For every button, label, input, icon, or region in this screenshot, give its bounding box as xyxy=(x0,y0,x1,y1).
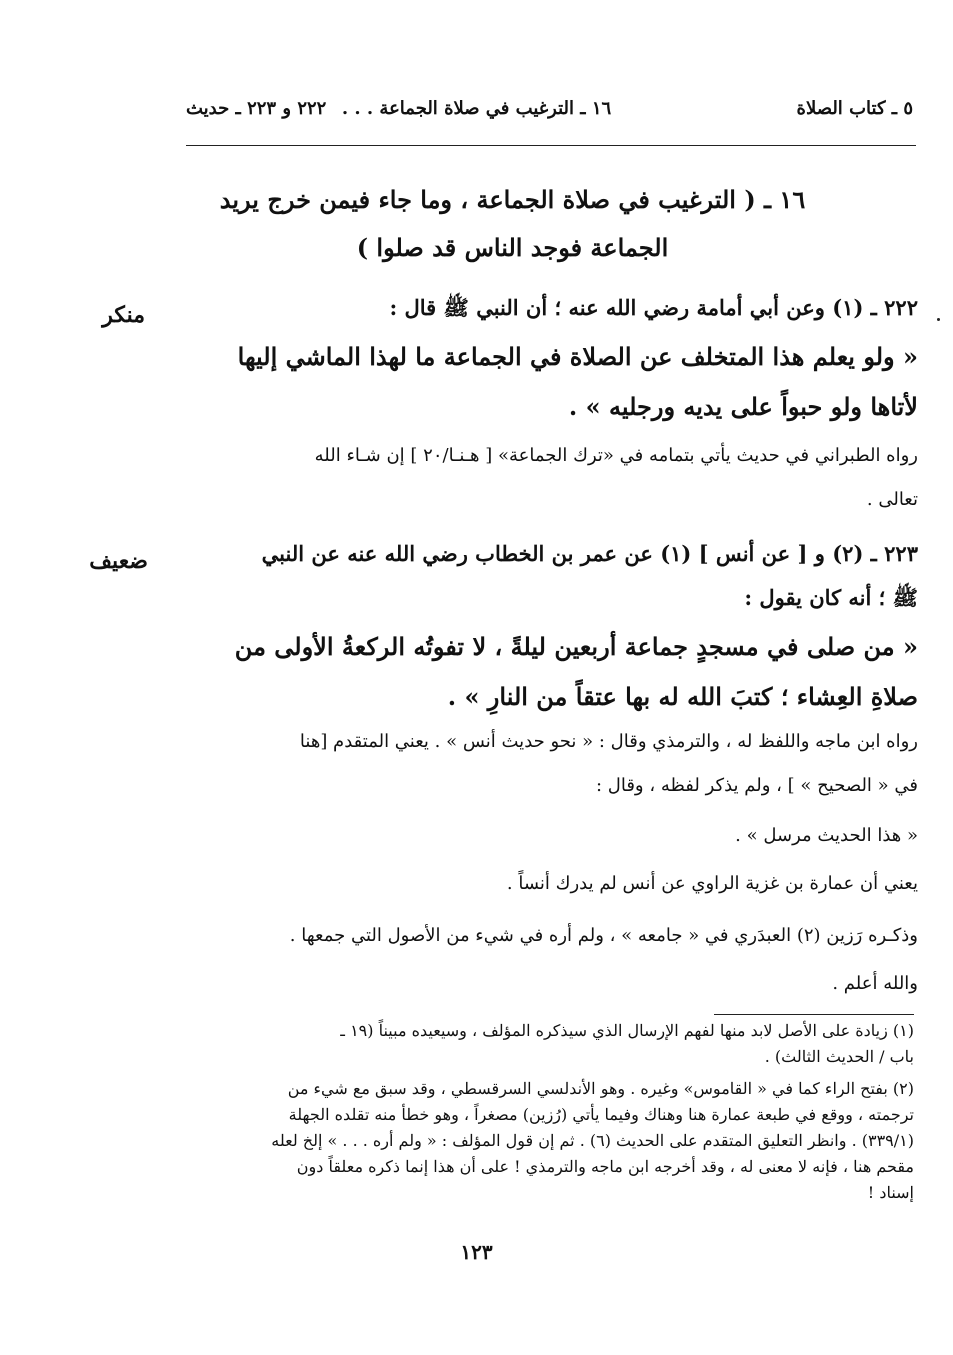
footnote-1 xyxy=(186,1018,914,1070)
hadith-223-text xyxy=(180,622,918,722)
hadith-223-intro-line1: ٢٢٣ ـ (٢) و [ عن أنس ] (١) عن عمر بن الخطاب رضي الله عنه عن النبي xyxy=(261,541,918,566)
hadith-222-source-line2: تعالى . xyxy=(866,489,918,510)
footnote-divider xyxy=(714,1014,914,1015)
footnote-2-line3: (٣٣٩/١) . وانظر التعليق المتقدم على الحديث (٦) . ثم إن قول المؤلف : « ولم أره . . . » إلخ لعله xyxy=(271,1131,914,1150)
header-section-title: ١٦ ـ الترغيب في صلاة الجماعة . . . xyxy=(341,98,612,119)
hadith-223-source-line1: رواه ابن ماجه واللفظ له ، والترمذي وقال : « نحو حديث أنس » . يعني المتقدم [هنا xyxy=(299,731,918,752)
hadith-223-intro-line2: ﷺ ؛ أنه كان يقول : xyxy=(744,585,918,610)
chapter-title-line1: ١٦ ـ ( الترغيب في صلاة الجماعة ، وما جاء فيمن خرج يريد xyxy=(219,185,806,214)
header-book-chapter: ٥ ـ كتاب الصلاة xyxy=(796,98,913,119)
hadith-223-text-line1: « من صلى في مسجدٍ جماعة أربعين ليلةً ، لا تفوتُه الركعةُ الأولى من xyxy=(234,632,918,661)
footnote-2-line1: (٢) بفتح الراء كما في « القاموس» وغيره . وهو الأندلسي السرقسطي ، وقد سبق مع شيء من xyxy=(287,1079,914,1098)
footnote-1-line1: (١) زيادة على الأصل لابد منها لفهم الإرسال الذي سيذكره المؤلف ، وسيعيده مبيناً (١٩ ـ xyxy=(340,1021,914,1040)
hadith-222-intro: ٢٢٢ ـ (١) وعن أبي أمامة رضي الله عنه ؛ أن النبي ﷺ قال : xyxy=(389,295,918,320)
footnote-2-line2: ترجمته ، ووقع في طبعة عمارة هنا وهناك وفيما يأتي (رُزين) مصغراً ، وهو خطأ منه تقلده الجهلة xyxy=(288,1105,914,1124)
footnote-1-line2: باب / الحديث الثالث) . xyxy=(764,1047,914,1066)
chapter-title-line2: الجماعة فوجد الناس قد صلوا ) xyxy=(356,233,669,262)
hadith-223-source-line2: في « الصحيح » ] ، ولم يذكر لفظه ، وقال : xyxy=(595,775,918,796)
hadith-223-quote: « هذا الحديث مرسل » . xyxy=(735,825,918,846)
header-hadith-range: ٢٢٢ و ٢٢٣ ـ حديث xyxy=(186,98,327,119)
hadith-223-intro xyxy=(180,532,918,620)
hadith-222-source-line1: رواه الطبراني في حديث يأتي بتمامه في «ترك الجماعة» [ هـنـا/٢٠ ] إن شـاء الله xyxy=(314,445,918,466)
footnote-2-line4: مقحم هنا ، فإنه لا معنى له ، وقد أخرجه ابن ماجه والترمذي ! على أن هذا إنما ذكره معلقاً دون xyxy=(296,1157,914,1176)
chapter-title xyxy=(180,176,845,272)
hadith-223-text-line2: صلاةِ العِشاء ؛ كتبَ الله له بها عتقاً من النارِ » . xyxy=(447,682,918,711)
hadith-223-closing: والله أعلم . xyxy=(832,973,918,994)
hadith-223-grade: ضعيف xyxy=(89,548,148,574)
footnote-2 xyxy=(186,1076,914,1206)
hadith-223-note1: يعني أن عمارة بن غزية الراوي عن أنس لم يدرك أنساً . xyxy=(506,873,918,894)
hadith-222-text-line2: لأتاها ولو حبواً على يديه ورجليه » . xyxy=(568,392,918,421)
hadith-222-source xyxy=(180,434,918,522)
hadith-222-text xyxy=(180,332,918,432)
hadith-223-note2: وذكـره رَزين (٢) العبدَري في « جامعه » ، ولم أره في شيء من الأصول التي جمعها . xyxy=(289,925,918,946)
hadith-223-source xyxy=(180,720,918,808)
header-divider xyxy=(186,145,916,146)
page-number: ١٢٣ xyxy=(460,1240,493,1264)
hadith-222-text-line1: « ولو يعلم هذا المتخلف عن الصلاة في الجماعة ما لهذا الماشي إليها xyxy=(237,342,918,371)
hadith-222-grade: منكر xyxy=(102,302,145,328)
footnote-2-line5: إسناد ! xyxy=(867,1183,914,1202)
margin-mark xyxy=(937,318,940,321)
